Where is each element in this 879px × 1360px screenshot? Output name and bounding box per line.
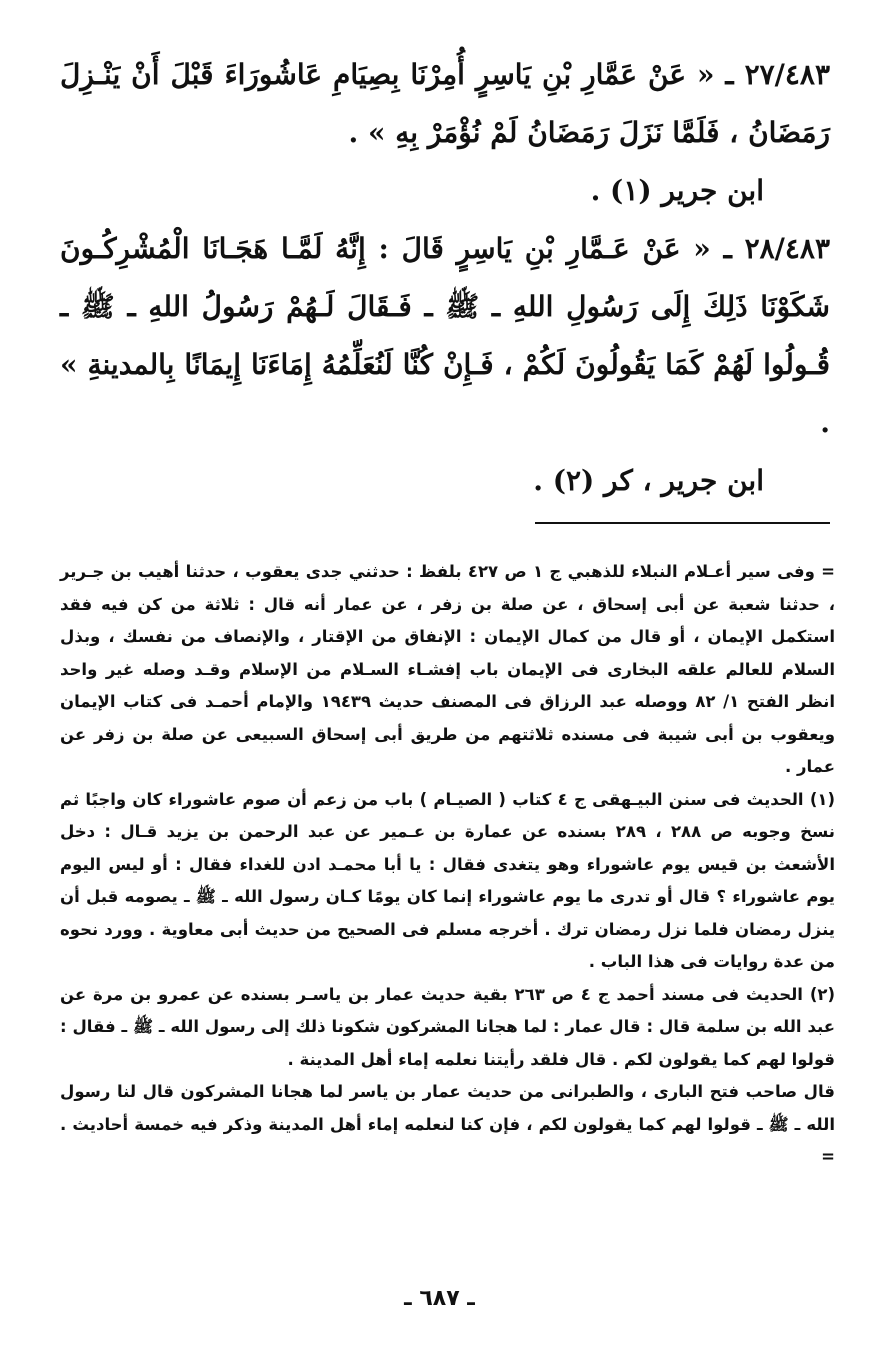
footnote-2: (٢) الحديث فى مسند أحمد ج ٤ ص ٢٦٣ بقية حديث عمار بن ياسـر بسنده عن عمرو بن مرة عن عبد الله بن سلمة قال : قال عمار : لما هجانا المشركون شكونا ذلك إلى رسول الله ـ ﷺ ـ فقال : قولوا لهم كما يقولون لكم . قال فلقد رأيتنا نعلمه إماء أهل المدينة . <box>60 984 836 1069</box>
hadith-28-source: ابن جرير ، كر (٢) . <box>533 464 764 497</box>
footnotes <box>60 556 835 1174</box>
hadith-27: ٢٧/٤٨٣ ـ « عَنْ عَمَّارِ بْنِ يَاسِرٍ أُمِرْنَا بِصِيَامِ عَاشُورَاءَ قَبْلَ أَنْ يَنْـزِلَ رَمَضَانُ ، فَلَمَّا نَزَلَ رَمَضَانُ لَمْ نُؤْمَرْ بِهِ » . <box>60 58 830 149</box>
hadith-27-source: ابن جرير (١) . <box>590 174 764 207</box>
footnote-continuation: = وفى سير أعـلام النبلاء للذهبي ج ١ ص ٤٢٧ بلفظ : حدثني جدى يعقوب ، حدثنا أهيب بن جـرير ، حدثنا شعبة عن أبى إسحاق ، عن صلة بن زفر ، عن عمار أنه قال : ثلاثة من كن فيه فقد استكمل الإيمان ، أو قال من كمال الإيمان : الإنفاق من الإقتار ، والإنصاف من نفسك ، وبذل السلام للعالم علقه البخارى فى الإيمان باب إفشـاء السـلام من الإسلام وقـد وصله غير واحد انظر الفتح ١/ ٨٢ ووصله عبد الرزاق فى المصنف حديث ١٩٤٣٩ والإمام أحمـد فى كتاب الإيمان ويعقوب بن أبى شيبة فى مسنده ثلاثتهم من طريق أبى إسحاق السبيعى عن صلة بن زفر عن عمار . <box>60 562 835 776</box>
footnote-1: (١) الحديث فى سنن البيـهقى ج ٤ كتاب ( الصيـام ) باب من زعم أن صوم عاشوراء كان واجبًا ثم نسخ وجوبه ص ٢٨٨ ، ٢٨٩ بسنده عن عمارة بن عـمير عن عبد الرحمن بن يزيد قـال : دخل الأشعث بن قيس يوم عاشوراء وهو يتغدى فقال : يا أبا محمـد ادن للغداء فقال : أو ليس اليوم يوم عاشوراء ؟ قال أو تدرى ما يوم عاشوراء إنما كان يومًا كـان رسول الله ـ ﷺ ـ يصومه قبل أن ينزل رمضان فلما نزل رمضان ترك . أخرجه مسلم فى الصحيح من حديث أبى معاوية . وورد نحوه من عدة روايات فى هذا الباب . <box>60 789 836 971</box>
footnote-separator <box>535 522 830 524</box>
main-text <box>60 46 830 510</box>
footnote-2-addendum: قال صاحب فتح البارى ، والطبرانى من حديث عمار بن ياسر لما هجانا المشركون قال لنا رسول الله ـ ﷺ ـ قولوا لهم كما يقولون لكم ، فإن كنا لنعلمه إماء أهل المدينة وذكر فيه خمسة أحاديث . = <box>60 1082 835 1166</box>
hadith-28: ٢٨/٤٨٣ ـ « عَنْ عَـمَّارِ بْنِ يَاسِرٍ قَالَ : إِنَّهُ لَمَّـا هَجَـانَا الْمُشْرِكُـونَ شَكَوْنَا ذَلِكَ إِلَى رَسُولِ اللهِ ـ ﷺ ـ فَـقَالَ لَـهُمْ رَسُولُ اللهِ ـ ﷺ ـ قُـولُوا لَهُمْ كَمَا يَقُولُونَ لَكُمْ ، فَـإِنْ كُنَّا لَنُعَلِّمُهُ إِمَاءَنَا إِيمَانًا بِالمدينةِ » . <box>60 232 830 439</box>
page-number: ـ ٦٨٧ ـ <box>404 1286 475 1311</box>
